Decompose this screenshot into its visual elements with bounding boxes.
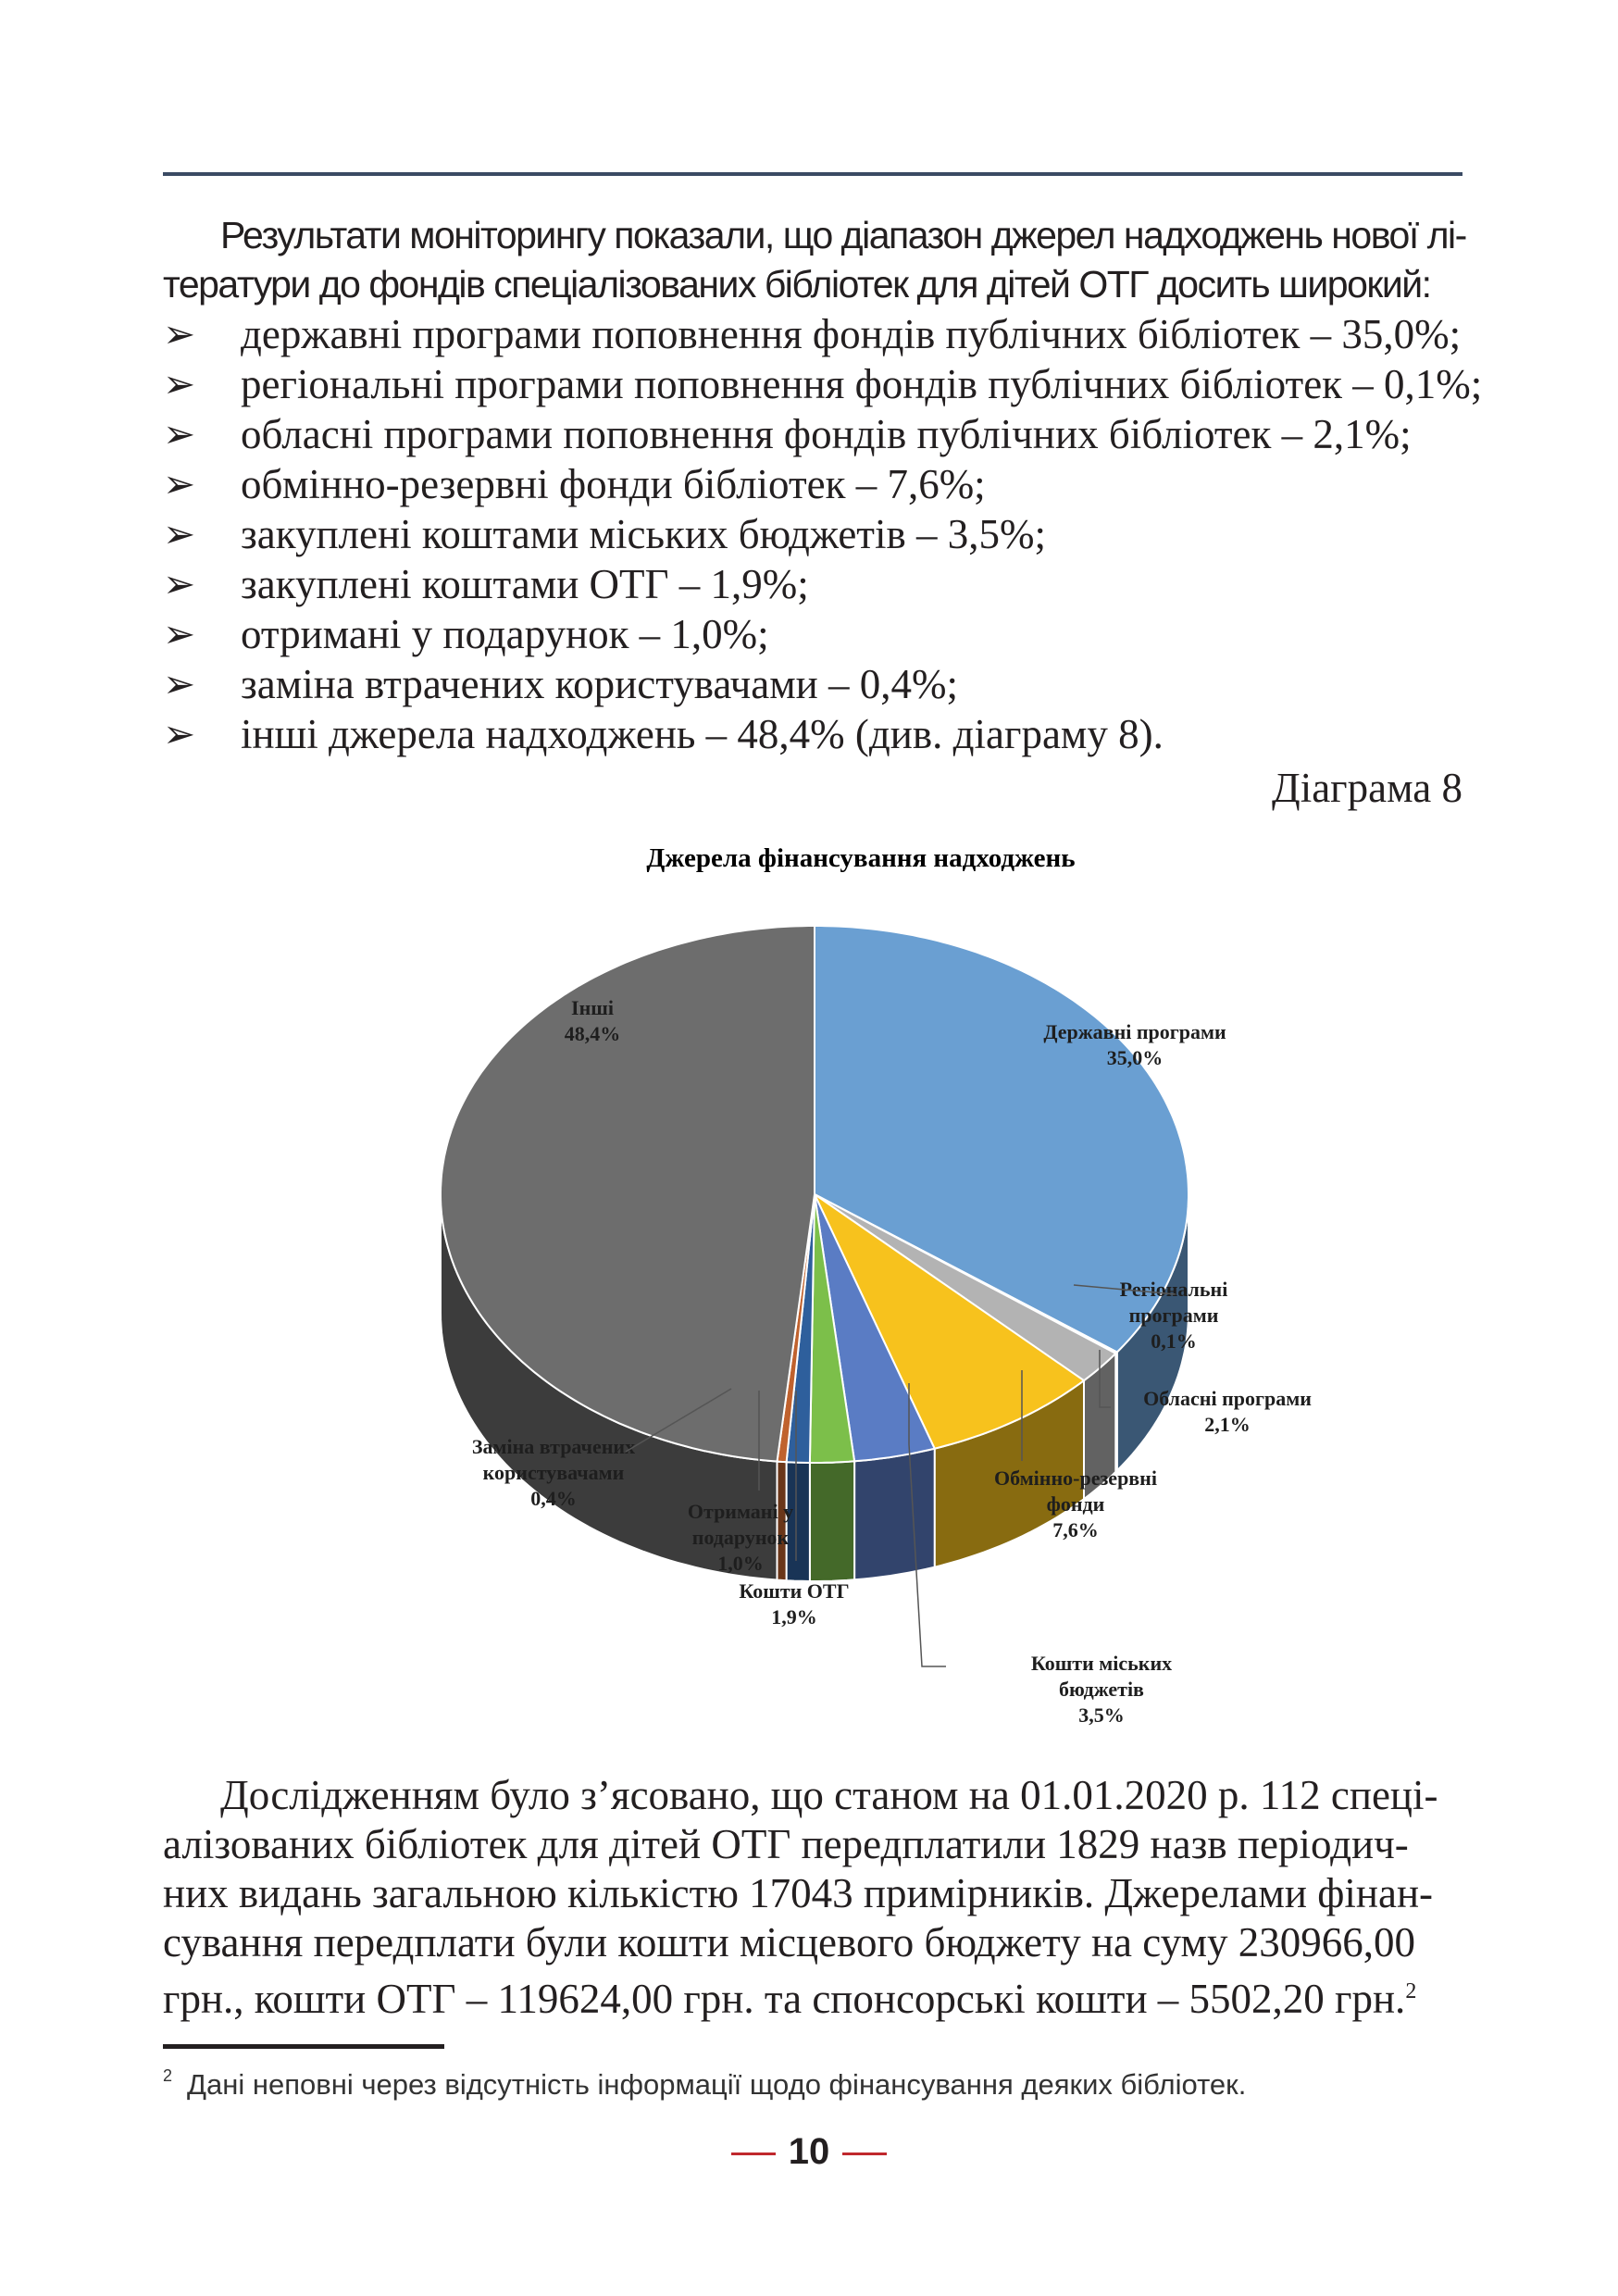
arrowhead-bullet-icon: ➢ (163, 661, 196, 706)
arrowhead-bullet-icon: ➢ (163, 311, 196, 356)
list-item (163, 459, 1477, 509)
pie-chart-svg (389, 842, 1370, 1731)
pie-label-value: 48,4% (564, 1022, 621, 1045)
arrowhead-bullet-icon: ➢ (163, 511, 196, 556)
research-line-text: грн., кошти ОТГ – 119624,00 грн. та спонсорські кошти – 5502,20 грн. (163, 1976, 1406, 2022)
list-item-text: інші джерела надходжень – 48,4% (див. діаграму 8). (241, 711, 1164, 757)
pie-label-name: користувачами (482, 1461, 625, 1484)
pie-label-name: Заміна втрачених (471, 1435, 636, 1458)
list-item-text: державні програми поповнення фондів публічних бібліотек – 35,0%; (241, 311, 1462, 357)
pie-label-name: Обласні програми (1143, 1387, 1312, 1410)
list-item-text: обласні програми поповнення фондів публічних бібліотек – 2,1%; (241, 411, 1412, 457)
arrowhead-bullet-icon: ➢ (163, 411, 196, 456)
pie-side-5 (854, 1449, 935, 1580)
pie-label-6 (739, 1579, 849, 1628)
pie-label-name: Державні програми (1043, 1020, 1226, 1043)
intro-paragraph (163, 211, 1466, 309)
list-item (163, 559, 1477, 609)
pie-side-6 (810, 1461, 854, 1581)
list-item (163, 609, 1477, 659)
pie-label-value: 2,1% (1204, 1413, 1251, 1436)
intro-line: Результати моніторингу показали, що діапазон джерел надходжень нової лі- (220, 214, 1466, 256)
footnote-rule (163, 2044, 444, 2049)
pie-label-value: 1,0% (717, 1552, 764, 1575)
pie-label-name: Кошти ОТГ (739, 1579, 850, 1603)
pie-label-value: 3,5% (1078, 1703, 1125, 1727)
pie-label-value: 0,4% (530, 1487, 577, 1510)
pie-label-name: фонди (1046, 1492, 1105, 1516)
list-item (163, 409, 1477, 459)
pie-top-faces (441, 926, 1189, 1463)
pie-label-value: 1,9% (771, 1605, 817, 1628)
list-item (163, 359, 1483, 409)
diagram-caption: Діаграма 8 (1272, 765, 1462, 811)
arrowhead-bullet-icon: ➢ (163, 711, 196, 756)
list-item-text: закуплені коштами ОТГ – 1,9%; (241, 561, 809, 607)
list-item-text: закуплені коштами міських бюджетів – 3,5%; (241, 511, 1046, 557)
pie-label-name: бюджетів (1059, 1678, 1144, 1701)
research-line: них видань загальною кількістю 17043 примірників. Джерелами фінан- (163, 1870, 1434, 1916)
pie-label-name: Обмінно-резервні (994, 1466, 1157, 1490)
pie-label-name: Інші (571, 996, 614, 1019)
list-item-text: заміна втрачених користувачами – 0,4%; (241, 661, 958, 707)
research-line-last (163, 1967, 1462, 2024)
list-item (163, 709, 1477, 759)
pie-label-name: Регіональні (1119, 1278, 1228, 1301)
funding-sources-list (163, 309, 1483, 759)
page-number-dash-left (731, 2152, 776, 2155)
arrowhead-bullet-icon: ➢ (163, 611, 196, 656)
header-rule (163, 172, 1462, 176)
pie-label-value: 0,1% (1151, 1329, 1197, 1353)
footnote-reference[interactable]: 2 (1405, 1979, 1417, 2003)
chart-title: Джерела фінансування надходжень (646, 843, 1076, 873)
pie-label-3 (1143, 1387, 1312, 1436)
pie-label-name: подарунок (691, 1526, 790, 1549)
list-item-text: обмінно-резервні фонди бібліотек – 7,6%; (241, 461, 986, 507)
arrowhead-bullet-icon: ➢ (163, 361, 196, 406)
intro-line: тератури до фондів спеціалізованих бібліотек для дітей ОТГ досить широкий: (163, 263, 1431, 306)
research-line: алізованих бібліотек для дітей ОТГ передплатили 1829 назв періодич- (163, 1821, 1409, 1867)
list-item (163, 659, 1477, 709)
arrowhead-bullet-icon: ➢ (163, 461, 196, 506)
pie-label-value: 35,0% (1106, 1046, 1164, 1069)
footnote (163, 2057, 1246, 2103)
footnote-marker: 2 (163, 2066, 173, 2085)
pie-label-name: Отримані у (687, 1500, 794, 1523)
page-number (0, 2129, 1618, 2174)
pie-label-5 (1031, 1652, 1172, 1727)
pie-label-name: Кошти міських (1030, 1652, 1173, 1675)
research-line: сування передплати були кошти місцевого бюджету на суму 230966,00 (163, 1919, 1416, 1965)
pie-label-name: програми (1128, 1304, 1219, 1327)
footnote-text: Дані неповні через відсутність інформації щодо фінансування деяких бібліотек. (187, 2068, 1247, 2101)
page-number-dash-right (842, 2152, 887, 2155)
list-item (163, 509, 1477, 559)
research-paragraph (163, 1771, 1462, 2024)
list-item-text: отримані у подарунок – 1,0%; (241, 611, 769, 657)
arrowhead-bullet-icon: ➢ (163, 561, 196, 606)
pie-label-value: 7,6% (1052, 1518, 1099, 1541)
research-line: Дослідженням було з’ясовано, що станом на 01.01.2020 р. 112 спеці- (220, 1772, 1438, 1818)
list-item (163, 309, 1477, 359)
page-number-value: 10 (788, 2131, 830, 2172)
pie-chart (389, 842, 1370, 1731)
list-item-text: регіональні програми поповнення фондів публічних бібліотек – 0,1%; (241, 361, 1483, 407)
